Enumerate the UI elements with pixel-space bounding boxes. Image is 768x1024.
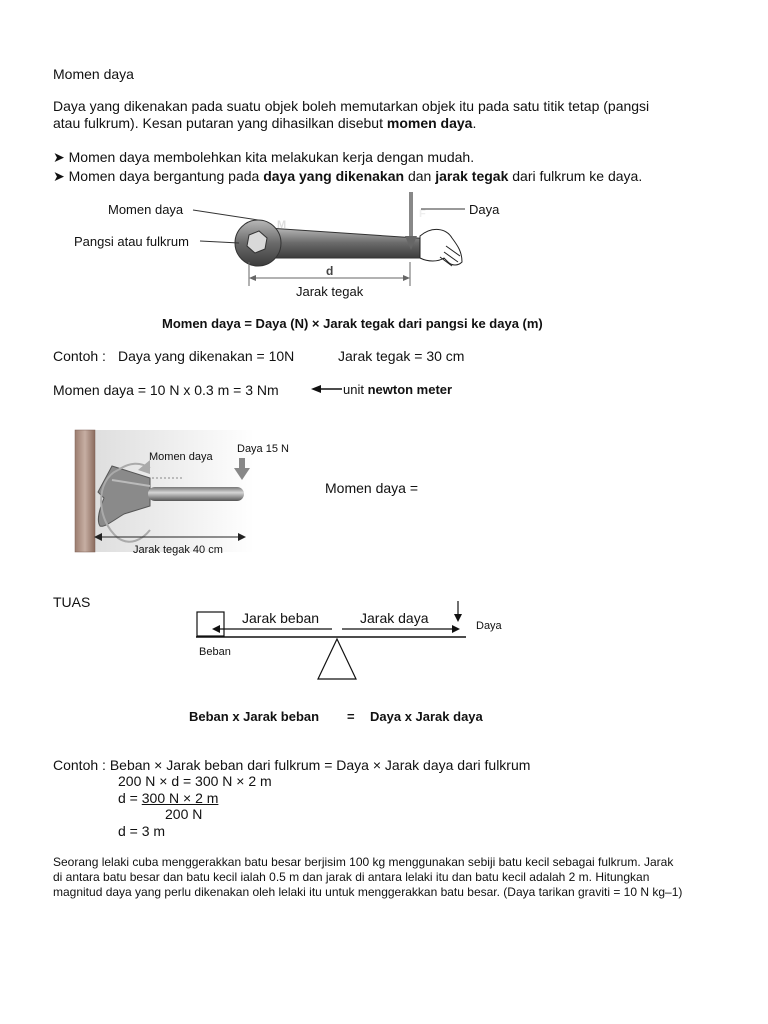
hammer-label-momen: Momen daya xyxy=(149,451,213,463)
example-1-force: Daya yang dikenakan = 10N xyxy=(118,348,295,364)
step-2-prefix: d = xyxy=(118,790,142,806)
intro-line-1: Daya yang dikenakan pada suatu objek boleh memutarkan objek itu pada satu titik tetap (pangsi xyxy=(53,98,650,114)
lever-load-distance: Jarak beban xyxy=(242,610,320,626)
example-1-distance: Jarak tegak = 30 cm xyxy=(338,348,465,364)
intro-end: . xyxy=(472,115,477,131)
lever-load-label: Beban xyxy=(199,646,231,658)
label-pangsi: Pangsi atau fulkrum xyxy=(74,234,189,249)
exercise-line-3: magnitud daya yang perlu dikenakan oleh lelaki itu untuk menggerakkan batu besar. (Daya tarikan graviti = 10 N kg–1) xyxy=(53,885,683,899)
example-1-calculation: Momen daya = 10 N x 0.3 m = 3 Nm xyxy=(53,382,279,398)
label-momen-daya: Momen daya xyxy=(108,202,184,217)
intro-text: atau fulkrum). Kesan putaran yang dihasilkan disebut xyxy=(53,115,387,131)
exercise-line-2: di antara batu besar dan batu kecil ialah 0.5 m dan jarak di antara lelaki itu dan batu kecil adalah 2 m. Hitungkan xyxy=(53,870,650,884)
mark-f: F xyxy=(419,208,426,220)
fulcrum-triangle xyxy=(318,639,356,679)
formula-tuas-right: Daya x Jarak daya xyxy=(370,709,483,724)
exercise-line-1: Seorang lelaki cuba menggerakkan batu besar berjisim 100 kg menggunakan sebiji batu kecil sebagai fulkrum. Jarak xyxy=(53,855,674,869)
formula-tuas-eq: = xyxy=(347,709,355,724)
formula-momen-daya: Momen daya = Daya (N) × Jarak tegak dari pangsi ke daya (m) xyxy=(162,316,543,331)
label-daya: Daya xyxy=(469,202,500,217)
example-2-step-3: d = 3 m xyxy=(118,823,166,839)
lever-effort-distance: Jarak daya xyxy=(360,610,429,626)
example-2-denominator: 200 N xyxy=(165,806,203,822)
bullet-2-text: Momen daya bergantung pada xyxy=(68,168,264,184)
bullet-2-mid: dan xyxy=(404,168,436,184)
example-2-step-2 xyxy=(118,790,218,807)
intro-term: momen daya xyxy=(386,115,473,131)
bullet-1-text: Momen daya membolehkan kita melakukan kerja dengan mudah. xyxy=(68,149,475,165)
page-title: Momen daya xyxy=(53,66,134,82)
hammer-label-jarak: Jarak tegak 40 cm xyxy=(133,544,223,556)
label-jarak-tegak: Jarak tegak xyxy=(296,284,364,299)
hammer-label-daya: Daya 15 N xyxy=(237,443,289,455)
bullet-arrow-icon: ➤ xyxy=(53,168,65,184)
unit-prefix: unit xyxy=(343,382,368,397)
step-2-numerator: 300 N × 2 m xyxy=(141,790,219,806)
unit-name: newton meter xyxy=(367,382,453,397)
example-2-label: Contoh : Beban × Jarak beban dari fulkrum = Daya × Jarak daya dari fulkrum xyxy=(53,757,531,773)
bullet-arrow-icon: ➤ xyxy=(53,149,65,165)
example-1-label: Contoh : xyxy=(53,348,106,364)
lever-effort-label: Daya xyxy=(476,620,502,632)
lever-heading: TUAS xyxy=(53,594,91,610)
mark-d: d xyxy=(326,264,334,278)
bullet-2-term-1: daya yang dikenakan xyxy=(263,168,405,184)
formula-tuas-left: Beban x Jarak beban xyxy=(189,709,320,724)
example-2-step-1: 200 N × d = 300 N × 2 m xyxy=(118,773,272,789)
mark-m: M xyxy=(277,219,287,231)
bullet-2-term-2: jarak tegak xyxy=(435,168,509,184)
bullet-2-end: dari fulkrum ke daya. xyxy=(508,168,643,184)
hammer-answer-prompt: Momen daya = xyxy=(325,480,418,496)
